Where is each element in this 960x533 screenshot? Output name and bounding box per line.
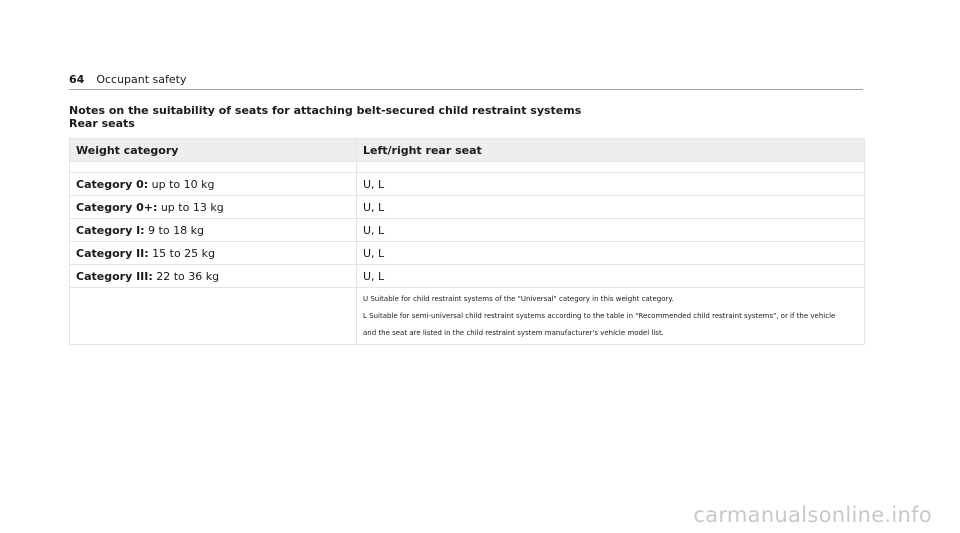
- row-weight-range: 22 to 36 kg: [152, 269, 220, 283]
- page-number: 64: [69, 73, 85, 86]
- column-header-seat: Left/right rear seat: [357, 139, 865, 162]
- table-heading: [69, 104, 581, 130]
- table-row: [70, 219, 865, 242]
- row-seat-value: U, L: [357, 196, 865, 219]
- row-category-label: Category I:: [76, 223, 145, 237]
- notes-cell: [357, 288, 865, 345]
- row-category-label: Category II:: [76, 246, 149, 260]
- heading-line-2: Rear seats: [69, 117, 135, 130]
- row-seat-value: U, L: [357, 219, 865, 242]
- page-header: [69, 70, 863, 90]
- table-row: [70, 242, 865, 265]
- table-row: [70, 265, 865, 288]
- notes-empty-cell: [70, 288, 357, 345]
- site-watermark: carmanualsonline.info: [693, 503, 932, 527]
- suitability-table: [69, 138, 865, 345]
- row-weight-range: 15 to 25 kg: [148, 246, 216, 260]
- table-notes-row: [70, 288, 865, 345]
- row-weight-range: 9 to 18 kg: [144, 223, 204, 237]
- note-semi-universal: L Suitable for semi-universal child restraint systems according to the table in "Recommended child restraint systems", or if the vehicle: [363, 312, 836, 320]
- row-category-label: Category 0:: [76, 177, 149, 191]
- note-universal: U Suitable for child restraint systems of the "Universal" category in this weight category.: [363, 295, 674, 303]
- row-weight-range: up to 13 kg: [157, 200, 224, 214]
- table-spacer-row: [70, 162, 865, 173]
- row-seat-value: U, L: [357, 173, 865, 196]
- table-row: [70, 173, 865, 196]
- row-seat-value: U, L: [357, 265, 865, 288]
- row-category-label: Category 0+:: [76, 200, 158, 214]
- table-header-row: [70, 139, 865, 162]
- table-row: [70, 196, 865, 219]
- row-category-label: Category III:: [76, 269, 153, 283]
- row-seat-value: U, L: [357, 242, 865, 265]
- note-semi-universal-cont: and the seat are listed in the child restraint system manufacturer's vehicle model list.: [363, 329, 664, 337]
- section-title: Occupant safety: [96, 73, 187, 86]
- column-header-weight: Weight category: [70, 139, 357, 162]
- heading-line-1: Notes on the suitability of seats for attaching belt-secured child restraint systems: [69, 104, 582, 117]
- row-weight-range: up to 10 kg: [148, 177, 215, 191]
